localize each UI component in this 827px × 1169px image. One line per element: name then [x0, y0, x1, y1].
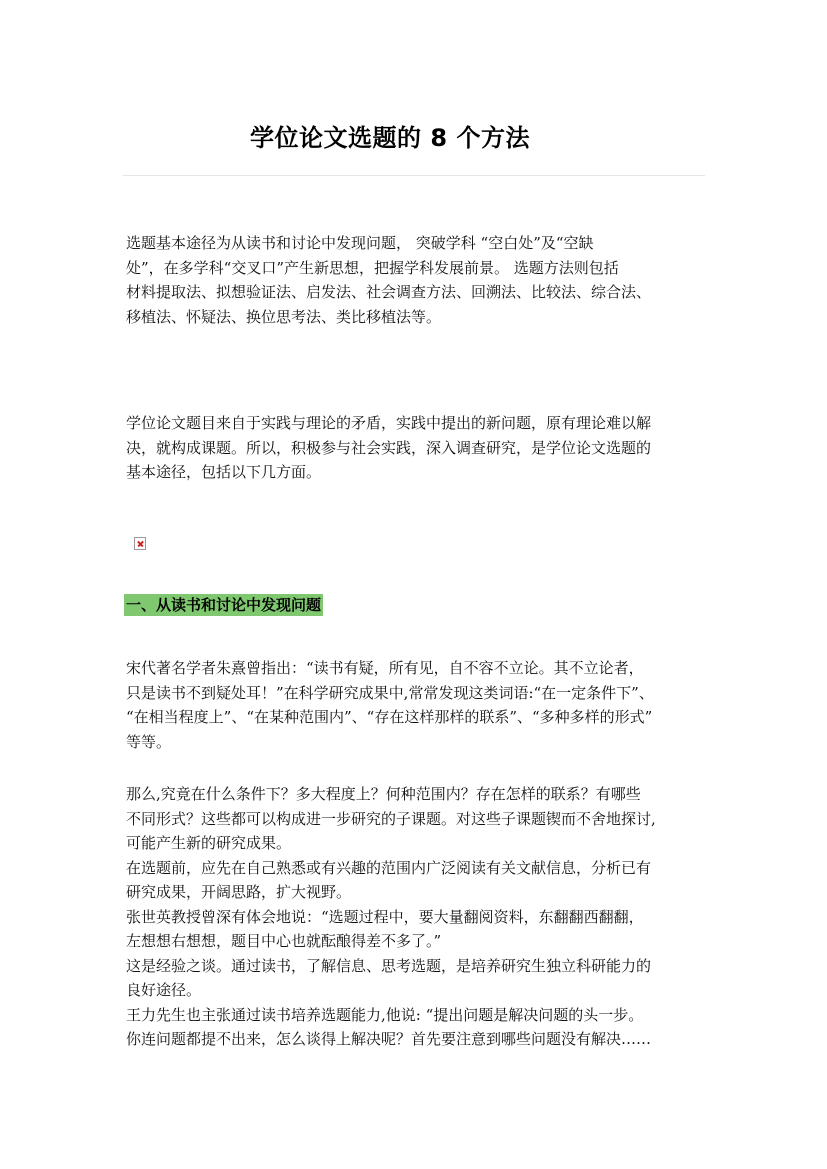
title-divider [123, 175, 705, 176]
body-line: 良好途径。 [126, 981, 202, 999]
intro-line: 材料提取法、拟想验证法、启发法、社会调查方法、回溯法、比较法、综合法、 [126, 283, 652, 301]
quote-paragraph [126, 656, 706, 754]
source-line: 基本途径，包括以下几方面。 [126, 463, 322, 481]
body-paragraph [126, 782, 706, 1052]
section-heading: 一、从读书和讨论中发现问题 [126, 596, 322, 614]
body-line: 可能产生新的研究成果。 [126, 834, 292, 852]
intro-line: 选题基本途径为从读书和讨论中发现问题， 突破学科 “空白处”及“空缺 [126, 234, 594, 252]
body-line: 左想想右想想，题目中心也就酝酿得差不多了。” [126, 932, 442, 950]
intro-line: 移植法、怀疑法、换位思考法、类比移植法等。 [126, 307, 442, 326]
body-line: 在选题前，应先在自己熟悉或有兴趣的范围内广泛阅读有关文献信息，分析已有 [126, 858, 652, 877]
intro-line: 处”，在多学科“交叉口”产生新思想，把握学科发展前景。 选题方法则包括 [126, 258, 619, 277]
body-line: 这是经验之谈。通过读书，了解信息、思考选题，是培养研究生独立科研能力的 [126, 956, 652, 975]
document-title: 学位论文选题的 8 个方法 [250, 124, 530, 152]
intro-paragraph [126, 231, 706, 329]
source-paragraph [126, 411, 706, 485]
body-line: 不同形式？这些都可以构成进一步研究的子课题。对这些子课题锲而不舍地探讨, [126, 809, 656, 828]
body-line: 你连问题都提不出来，怎么谈得上解决呢？首先要注意到哪些问题没有解决…… [126, 1030, 652, 1048]
body-line: 张世英教授曾深有体会地说：“选题过程中，要大量翻阅资料，东翻翻西翻翻， [126, 907, 644, 926]
body-line: 王力先生也主张通过读书培养选题能力,他说: “提出问题是解决问题的头一步。 [126, 1005, 644, 1024]
body-line: 那么,究竟在什么条件下？多大程度上？何种范围内？存在怎样的联系？有哪些 [126, 785, 641, 803]
source-line: 决，就构成课题。所以，积极参与社会实践，深入调查研究，是学位论文选题的 [126, 438, 652, 457]
quote-line: 宋代著名学者朱熹曾指出：“读书有疑，所有见，自不容不立论。其不立论者， [126, 659, 644, 677]
quote-line: 等等。 [126, 732, 172, 751]
quote-line: “在相当程度上”、“在某种范围内”、“存在这样那样的联系”、“多种多样的形式” [126, 708, 653, 726]
broken-image-icon [134, 537, 146, 550]
quote-line: 只是读书不到疑处耳！”在科学研究成果中,常常发现这类词语:“在一定条件下”、 [126, 683, 654, 702]
body-line: 研究成果，开阔思路，扩大视野。 [126, 883, 352, 901]
source-line: 学位论文题目来自于实践与理论的矛盾，实践中提出的新问题，原有理论难以解 [126, 414, 652, 432]
